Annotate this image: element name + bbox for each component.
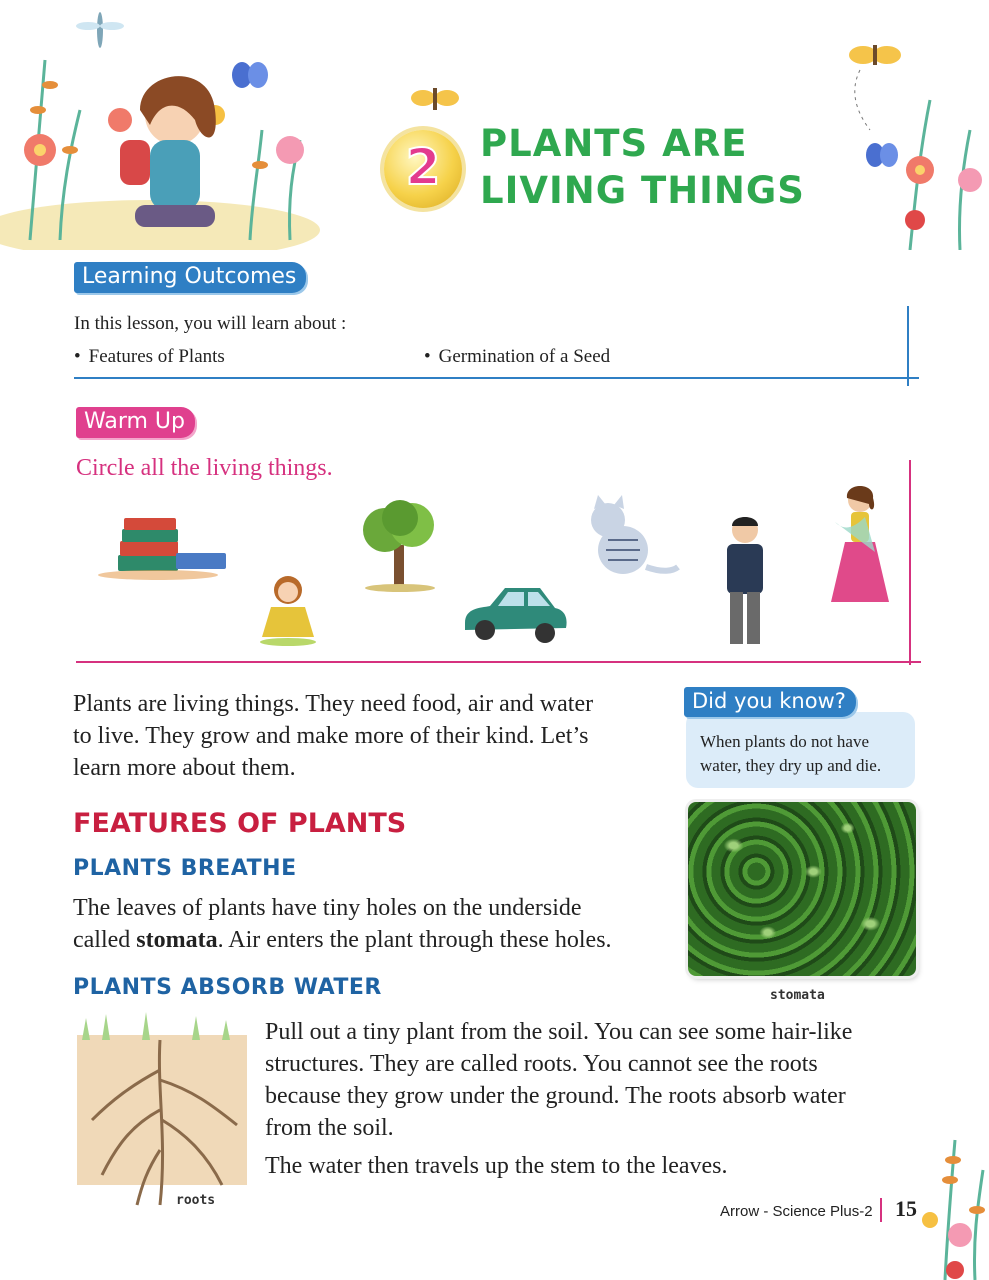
- absorb-line: structures. They are called roots. You cannot see the roots: [265, 1051, 818, 1077]
- absorb-line: because they grow under the ground. The roots absorb water: [265, 1083, 846, 1109]
- absorb-paragraph: [265, 1016, 915, 1182]
- outcome-item-germination: • Germination of a Seed: [424, 346, 610, 368]
- outcome-item-features: • Features of Plants: [74, 346, 225, 368]
- intro-paragraph: [73, 688, 673, 784]
- car-icon: [460, 578, 570, 648]
- intro-line: Plants are living things. They need food, air and water: [73, 691, 594, 717]
- did-you-know-line: water, they dry up and die.: [700, 756, 882, 775]
- intro-line: learn more about them.: [73, 755, 296, 781]
- warm-up-tag: Warm Up: [76, 407, 195, 438]
- did-you-know-line: When plants do not have: [700, 732, 870, 751]
- absorb-heading: PLANTS ABSORB WATER: [73, 975, 382, 1000]
- boy-icon: [718, 512, 773, 652]
- doll-icon: [256, 572, 321, 647]
- warm-up-side-rule: [909, 460, 911, 665]
- tree-icon: [350, 500, 450, 592]
- did-you-know-text: [700, 730, 910, 778]
- warm-up-instruction: Circle all the living things.: [76, 455, 333, 481]
- breathe-paragraph: [73, 892, 683, 956]
- roots-image: [72, 1010, 252, 1220]
- breathe-line: The leaves of plants have tiny holes on the underside: [73, 895, 582, 921]
- girl-icon: [825, 482, 895, 612]
- chapter-title: [480, 120, 840, 214]
- footer-flowers-illustration: [905, 1100, 989, 1280]
- stomata-term: stomata: [136, 927, 218, 953]
- footer-divider: [880, 1198, 882, 1222]
- breathe-heading: PLANTS BREATHE: [73, 856, 297, 881]
- absorb-line: Pull out a tiny plant from the soil. You can see some hair-like: [265, 1019, 853, 1045]
- page-number: 15: [895, 1196, 917, 1221]
- learning-outcomes-side-rule: [907, 306, 909, 386]
- did-you-know-tag: Did you know?: [684, 687, 856, 717]
- breathe-text: called: [73, 927, 137, 953]
- breathe-line: [73, 924, 683, 956]
- chapter-number-badge: [384, 130, 462, 208]
- absorb-line: The water then travels up the stem to the leaves.: [265, 1153, 728, 1179]
- features-heading: FEATURES OF PLANTS: [73, 808, 407, 839]
- footer-book-title: Arrow - Science Plus-2: [720, 1203, 873, 1220]
- learning-outcomes-divider: [74, 377, 919, 379]
- absorb-line: from the soil.: [265, 1115, 394, 1141]
- roots-caption: roots: [176, 1193, 216, 1208]
- books-icon: [98, 515, 243, 580]
- learning-outcomes-intro: In this lesson, you will learn about :: [74, 313, 347, 334]
- stomata-image: [688, 802, 916, 976]
- breathe-text: . Air enters the plant through these holes.: [217, 927, 612, 953]
- cat-icon: [578, 495, 683, 580]
- learning-outcomes-tag: Learning Outcomes: [74, 262, 306, 293]
- intro-line: to live. They grow and make more of their kind. Let’s: [73, 723, 589, 749]
- stomata-caption: stomata: [770, 988, 825, 1003]
- chapter-title-line1: PLANTS ARE: [480, 122, 748, 165]
- chapter-title-line2: LIVING THINGS: [480, 169, 805, 212]
- warm-up-divider: [76, 661, 921, 663]
- chapter-number: 2: [405, 138, 441, 196]
